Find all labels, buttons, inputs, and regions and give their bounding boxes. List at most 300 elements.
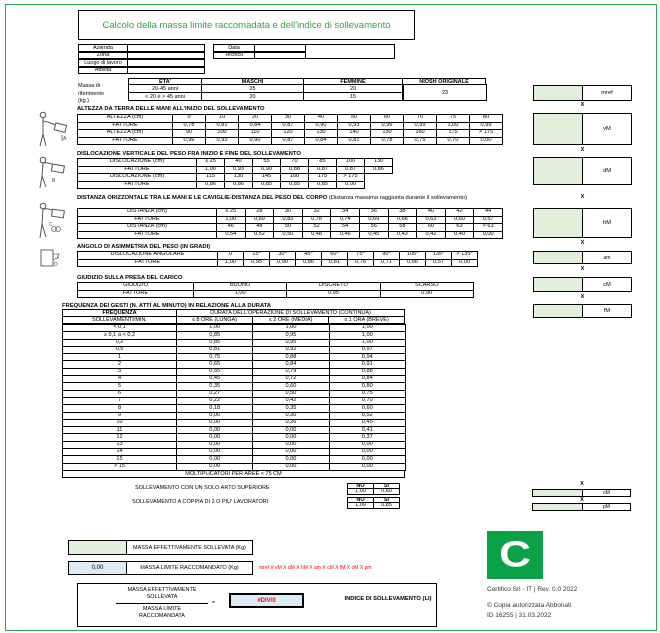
value-cell: 0,37 — [330, 434, 406, 441]
duration-header: DURATA DELL'OPERAZIONE DI SOLLEVAMENTO (CONTINUA) — [176, 309, 405, 317]
value-cell: 0,78 — [173, 123, 206, 131]
value-cell: 0,99 — [470, 123, 503, 131]
value-cell: 40 — [417, 209, 446, 217]
value-cell: 1,00 — [253, 325, 329, 332]
femmine-row2: 15 — [303, 92, 403, 101]
footer-copy: © Copia autorizzata Abbonati — [487, 602, 572, 609]
value-cell: 0,85 — [177, 332, 253, 339]
value-cell: ≤ 25 — [217, 209, 246, 217]
value-cell: 1,00 — [218, 260, 244, 268]
row-label: FATTORE — [78, 167, 197, 175]
value-cell: 0,81 — [177, 347, 253, 354]
value-cell: SCARSO — [381, 283, 474, 291]
table-row — [78, 252, 478, 260]
multiplier-om — [532, 489, 631, 497]
row-label: DISTANZA (cm) — [78, 224, 217, 232]
value-cell: 0,40 — [446, 232, 475, 240]
value-cell: 0,43 — [389, 232, 418, 240]
value-cell: 45° — [296, 252, 322, 260]
maschi-row2: 20 — [201, 92, 304, 101]
row-label: DISLOCAZIONE ANGOLARE — [78, 252, 218, 260]
dm-input-cell[interactable] — [533, 157, 583, 185]
value-cell: 1,00 — [330, 340, 406, 347]
table-row — [78, 260, 478, 268]
value-cell: 0,30 — [253, 413, 329, 420]
mref-input-cell[interactable] — [533, 85, 583, 101]
table-row — [63, 442, 406, 449]
table-row — [78, 224, 503, 232]
person-lift-high-icon — [33, 110, 69, 148]
mref-label: mref — [583, 85, 632, 101]
value-cell: 0,95 — [287, 291, 380, 299]
value-cell: 150 — [371, 130, 404, 138]
value-cell: 63 — [446, 224, 475, 232]
value-cell: 0,52 — [246, 232, 275, 240]
table-row — [78, 182, 393, 190]
value-cell: 40 — [305, 115, 338, 123]
value-cell: 70 — [404, 115, 437, 123]
row-label: DISTANZA (cm) — [78, 209, 217, 217]
value-cell: 0 — [173, 115, 206, 123]
massa-sollevata-input-cell[interactable] — [68, 540, 127, 555]
value-cell: 0,65 — [177, 361, 253, 368]
value-cell: 30° — [270, 252, 296, 260]
row-label: 9 — [63, 413, 177, 420]
table-row — [63, 398, 406, 405]
pm-input-cell[interactable] — [532, 503, 583, 511]
value-cell: 60° — [322, 252, 348, 260]
footer-revision: Certifico Srl - IT | Rev. 0.0 2022 — [487, 586, 578, 593]
value-cell: 0,79 — [253, 369, 329, 376]
footer-id: ID 16255 | 31.03.2022 — [487, 612, 552, 619]
x-separator: X — [580, 481, 584, 487]
row-label: 7 — [63, 398, 177, 405]
table-row — [63, 413, 406, 420]
value-cell: 0,18 — [177, 405, 253, 412]
value-cell: 38 — [389, 209, 418, 217]
value-cell: 1,00 — [330, 332, 406, 339]
table-row — [63, 427, 406, 434]
table-row — [78, 174, 393, 182]
value-cell: 0,54 — [217, 232, 246, 240]
x-separator: X — [580, 102, 585, 108]
maschi-header: MASCHI — [201, 78, 304, 85]
row-label: 0,5 — [63, 347, 177, 354]
value-cell: 0,00 — [253, 449, 329, 456]
certifico-logo — [487, 531, 543, 579]
row-label: 3 — [63, 369, 177, 376]
value-cell: 28 — [246, 209, 275, 217]
value-cell: 0,35 — [253, 405, 329, 412]
value-cell: 1,00 — [177, 325, 253, 332]
ratio-numerator-line1: MASSA EFFETTIVAMENTE — [127, 587, 197, 593]
value-cell: 0,00 — [253, 456, 329, 463]
hm-label: hM — [583, 208, 632, 238]
data-label: Data — [213, 44, 255, 52]
am-label: am — [583, 251, 632, 264]
value-cell: 100 — [337, 159, 365, 167]
row-label: FATTORE — [78, 123, 173, 131]
table-row — [63, 369, 406, 376]
value-cell: 0,85 — [281, 182, 309, 190]
two-workers-label: SOLLEVAMENTO A COPPIA DI 2 O PIU' LAVORATORI — [132, 499, 269, 505]
value-cell: 0,80 — [330, 383, 406, 390]
multiplier-cm — [533, 277, 632, 292]
om-input-cell[interactable] — [532, 489, 583, 497]
table-row — [63, 361, 406, 368]
ratio-denominator-line1: MASSA LIMITE — [142, 606, 182, 613]
svg-text:D: D — [54, 262, 58, 268]
row-label: 6 — [63, 391, 177, 398]
row-label: ≥ 0,1 a < 0,2 — [63, 332, 177, 339]
value-cell: 0,90 — [253, 167, 281, 175]
value-cell: 0,00 — [177, 413, 253, 420]
azienda-label: Azienda — [78, 44, 128, 52]
value-cell: 0,00 — [253, 464, 329, 471]
single-arm-no-value: 1,00 — [347, 488, 374, 495]
row-label: 15 — [63, 456, 177, 463]
value-cell: 0,00 — [330, 464, 406, 471]
table-row — [63, 383, 406, 390]
value-cell: 130 — [225, 174, 253, 182]
value-cell: DISCRETO — [287, 283, 380, 291]
value-cell: 48 — [246, 224, 275, 232]
row-label: 14 — [63, 449, 177, 456]
value-cell: 175 — [309, 174, 337, 182]
value-cell: 110 — [239, 130, 272, 138]
value-cell: 105° — [400, 252, 426, 260]
single-arm-si-header: SI — [373, 483, 400, 490]
value-cell: 0,00 — [253, 442, 329, 449]
fm-input-cell[interactable] — [533, 304, 583, 318]
x-separator: X — [580, 294, 585, 300]
value-cell: 0,50 — [274, 232, 303, 240]
value-cell: 90 — [173, 130, 206, 138]
value-cell: > 135° — [452, 252, 478, 260]
vm-input-cell[interactable] — [533, 113, 583, 145]
value-cell: 80 — [470, 115, 503, 123]
value-cell: 0,42 — [253, 398, 329, 405]
grip-factor-table — [77, 282, 474, 298]
value-cell: 0,60 — [446, 217, 475, 225]
value-cell: 0,89 — [246, 217, 275, 225]
value-cell: 32 — [303, 209, 332, 217]
data-field[interactable] — [254, 44, 306, 52]
luogo-label: Luogo di lavoro — [78, 59, 128, 67]
duration-medium-header: ≤ 2 ORE (MEDIA) — [252, 316, 329, 324]
value-cell: 0,81 — [206, 123, 239, 131]
eta-row2: < 20 e > 45 anni — [128, 92, 202, 101]
value-cell: 75 — [437, 115, 470, 123]
table-row — [63, 332, 406, 339]
frequency-header: FREQUENZA — [62, 309, 177, 317]
zona-field[interactable] — [127, 52, 205, 60]
fraction-divider — [116, 603, 208, 604]
two-workers-si-header: SI — [373, 497, 400, 504]
grip-title: GIUDIZIO SULLA PRESA DEL CARICO — [77, 275, 183, 281]
table-row — [63, 449, 406, 456]
value-cell: 40 — [225, 159, 253, 167]
value-cell: 0,42 — [417, 232, 446, 240]
multiplier-vm — [533, 113, 632, 145]
row-label: FATTORE — [78, 138, 173, 146]
value-cell: 50 — [274, 224, 303, 232]
table-row — [63, 420, 406, 427]
table-row — [78, 138, 503, 146]
single-arm-no-header: NO — [347, 483, 374, 490]
multiplier-dm — [533, 157, 632, 185]
value-cell: 0,86 — [225, 182, 253, 190]
value-cell: 0,84 — [330, 376, 406, 383]
value-cell: 0,91 — [330, 361, 406, 368]
value-cell: 0,96 — [371, 123, 404, 131]
am-input-cell[interactable] — [533, 251, 583, 264]
table-row — [78, 159, 393, 167]
value-cell: 34 — [331, 209, 360, 217]
value-cell: 0,48 — [303, 232, 332, 240]
row-label: ALTEZZA (cm) — [78, 130, 173, 138]
value-cell: 0,93 — [338, 123, 371, 131]
value-cell: 0,88 — [281, 167, 309, 175]
value-cell: 1,00 — [330, 325, 406, 332]
asymmetry-angle-icon — [38, 246, 64, 272]
row-label: DISLOCAZIONE (cm) — [78, 174, 197, 182]
section-b-title: DISLOCAZIONE VERTICALE DEL PESO FRA INIZIO E FINE DEL SOLLEVAMENTO — [77, 151, 301, 157]
row-label: FATTORE — [78, 217, 217, 225]
value-cell: 0,88 — [330, 369, 406, 376]
duration-short-header: ≤ 1 ORA (BREVE) — [328, 316, 405, 324]
value-cell: 1,00 — [437, 123, 470, 131]
hm-input-cell[interactable] — [533, 208, 583, 238]
section-a-title: ALTEZZA DA TERRA DELLE MANI ALL'INIZIO DEL SOLLEVAMENTO — [77, 106, 265, 112]
value-cell: 55 — [253, 159, 281, 167]
value-cell: 1,00 — [194, 291, 287, 299]
row-label: 2 — [63, 361, 177, 368]
value-cell: 0,45 — [177, 376, 253, 383]
value-cell: > 63 — [474, 224, 503, 232]
value-cell: 0,00 — [177, 464, 253, 471]
cm-input-cell[interactable] — [533, 277, 583, 292]
page-title: Calcolo della massa limite raccomadata e dell'indice di sollevamento — [102, 19, 391, 31]
niosh-value: 23 — [403, 84, 487, 101]
table-row — [78, 130, 503, 138]
two-workers-no-header: NO — [347, 497, 374, 504]
value-cell: 0,60 — [253, 383, 329, 390]
zona-label: Zona — [78, 52, 128, 60]
value-cell: 90° — [374, 252, 400, 260]
table-row — [78, 283, 474, 291]
massa-limite-label: MASSA LIMITE RACCOMANDATO (Kg) — [126, 561, 253, 575]
value-cell: 1,00 — [217, 217, 246, 225]
x-separator: X — [580, 497, 584, 503]
row-label: 8 — [63, 405, 177, 412]
value-cell: 0,97 — [330, 347, 406, 354]
row-label: FATTORE — [78, 260, 218, 268]
section-d-title: ANGOLO DI ASIMMETRIA DEL PESO (IN GRADI) — [77, 244, 211, 250]
rwl-formula: mref X vM X dM X hM X am X cM X fM X oM X pm — [259, 565, 372, 571]
luogo-field[interactable] — [127, 59, 205, 67]
value-cell: 0,85 — [309, 182, 337, 190]
table-row — [78, 217, 503, 225]
value-cell: 0,90 — [239, 138, 272, 146]
multiplier-fm — [533, 304, 632, 318]
value-cell: 0,41 — [330, 427, 406, 434]
value-cell: 160 — [404, 130, 437, 138]
value-cell: 0,00 — [452, 260, 478, 268]
value-cell: 0,74 — [331, 217, 360, 225]
row-label: < 0,1 — [63, 325, 177, 332]
value-cell: 58 — [389, 224, 418, 232]
value-cell: 0,95 — [253, 340, 329, 347]
value-cell: 130 — [365, 159, 393, 167]
value-cell: 0,88 — [253, 354, 329, 361]
mass-ref-label-line2: (kg.) — [78, 98, 89, 105]
table-row — [63, 434, 406, 441]
person-lift-low-icon — [36, 152, 68, 190]
row-label: 4 — [63, 376, 177, 383]
value-cell: 85 — [309, 159, 337, 167]
header-spare-box — [305, 44, 395, 59]
value-cell: 0,00 — [177, 449, 253, 456]
value-cell: 0,86 — [365, 167, 393, 175]
row-label: FATTORE — [78, 182, 197, 190]
equals-sign: = — [212, 600, 215, 606]
value-cell: 175 — [437, 130, 470, 138]
horizontal-distance-table — [77, 208, 503, 239]
value-cell: 44 — [474, 209, 503, 217]
person-lift-distance-icon — [36, 200, 70, 242]
om-label: oM — [583, 489, 631, 497]
attivita-label: Attività — [78, 67, 128, 75]
lifting-index-value-cell: #DIV/0 — [229, 593, 304, 608]
cm-label: cM — [583, 277, 632, 292]
massa-limite-value-cell: 0,00 — [68, 561, 127, 575]
value-cell: 0,00 — [177, 434, 253, 441]
value-cell: 0 — [218, 252, 244, 260]
value-cell: > 175 — [337, 174, 365, 182]
value-cell: 0,90 — [305, 123, 338, 131]
table-row — [63, 391, 406, 398]
eta-row1: 20-45 anni — [128, 84, 202, 93]
value-cell: 0,70 — [330, 398, 406, 405]
value-cell: 0,63 — [417, 217, 446, 225]
value-cell: 0,45 — [360, 232, 389, 240]
value-cell: 0,22 — [177, 398, 253, 405]
value-cell: 36 — [360, 209, 389, 217]
value-cell: 10 — [206, 115, 239, 123]
value-cell: 0,87 — [272, 123, 305, 131]
x-separator: X — [580, 194, 585, 200]
azienda-field[interactable] — [127, 44, 205, 52]
x-separator: X — [580, 266, 585, 272]
value-cell: 54 — [331, 224, 360, 232]
tecnico-field[interactable] — [254, 52, 306, 60]
table-row — [63, 405, 406, 412]
value-cell: 0,35 — [177, 383, 253, 390]
value-cell: 0,93 — [206, 138, 239, 146]
value-cell: 0,00 — [470, 138, 503, 146]
femmine-row1: 20 — [303, 84, 403, 93]
value-cell: 0,45 — [330, 420, 406, 427]
lifting-index-box — [77, 583, 437, 627]
svg-text:C: C — [49, 222, 53, 228]
value-cell: 135° — [426, 252, 452, 260]
row-label: GIUDIZIO — [78, 283, 194, 291]
value-cell: 50 — [338, 115, 371, 123]
value-cell: 42 — [446, 209, 475, 217]
two-workers-si-value: 0,85 — [373, 502, 400, 509]
svg-text:A: A — [63, 136, 67, 142]
multiplier-am — [533, 251, 632, 264]
multiplier-pm — [532, 503, 631, 511]
dm-label: dM — [583, 157, 632, 185]
table-row — [63, 376, 406, 383]
value-cell: 0,00 — [253, 434, 329, 441]
single-arm-si-value: 0,60 — [373, 488, 400, 495]
lifts-per-min-header: SOLLEVAMENTI/MIN. — [62, 316, 177, 324]
row-label: FATTORE — [78, 232, 217, 240]
row-label: FATTORE — [78, 291, 194, 299]
value-cell: 0,70 — [437, 138, 470, 146]
certifico-logo-letter: C — [499, 534, 531, 575]
value-cell: 0,26 — [253, 420, 329, 427]
row-label: 5 — [63, 383, 177, 390]
tecnico-label: Tecnico — [213, 52, 255, 60]
value-cell: 0,75 — [330, 391, 406, 398]
value-cell: 52 — [303, 224, 332, 232]
section-c-note: (Distanza massima raggiunta durante il sollevamento) — [328, 195, 468, 201]
value-cell: 30 — [274, 209, 303, 217]
row-label: 12 — [63, 434, 177, 441]
value-cell: 0,90 — [270, 260, 296, 268]
value-cell: 0,86 — [296, 260, 322, 268]
table-row — [78, 209, 503, 217]
value-cell: 0,27 — [177, 391, 253, 398]
table-row — [63, 456, 406, 463]
value-cell: 0,78 — [371, 138, 404, 146]
value-cell: 0,95 — [244, 260, 270, 268]
value-cell: 30 — [272, 115, 305, 123]
ratio-numerator-line2: SOLLEVATA — [146, 594, 178, 601]
value-cell: 0,52 — [330, 413, 406, 420]
value-cell: 60 — [371, 115, 404, 123]
row-label: ALTEZZA (cm) — [78, 115, 173, 123]
value-cell: 0,00 — [330, 449, 406, 456]
row-label: 1 — [63, 354, 177, 361]
attivita-field[interactable] — [127, 67, 205, 75]
value-cell: 46 — [217, 224, 246, 232]
table-row — [63, 354, 406, 361]
value-cell: 0,00 — [177, 427, 253, 434]
femmine-header: FEMMINE — [303, 78, 403, 85]
row-label: > 15 — [63, 464, 177, 471]
eta-header: ETA' — [128, 78, 202, 85]
value-cell: 0,00 — [330, 442, 406, 449]
value-cell: 0,81 — [338, 138, 371, 146]
value-cell: 0,96 — [173, 138, 206, 146]
table-row — [78, 115, 503, 123]
table-row — [78, 232, 503, 240]
frequency-title: FREQUENZA DEI GESTI (N. ATTI AL MINUTO) IN RELAZIONE ALLA DURATA — [62, 303, 271, 309]
table-row — [63, 340, 406, 347]
value-cell: 0,85 — [177, 340, 253, 347]
value-cell: 0,69 — [360, 217, 389, 225]
row-label: 11 — [63, 427, 177, 434]
value-cell: 0,71 — [374, 260, 400, 268]
multiplier-mref — [533, 85, 632, 101]
value-cell: 0,87 — [272, 138, 305, 146]
value-cell: 0,83 — [274, 217, 303, 225]
